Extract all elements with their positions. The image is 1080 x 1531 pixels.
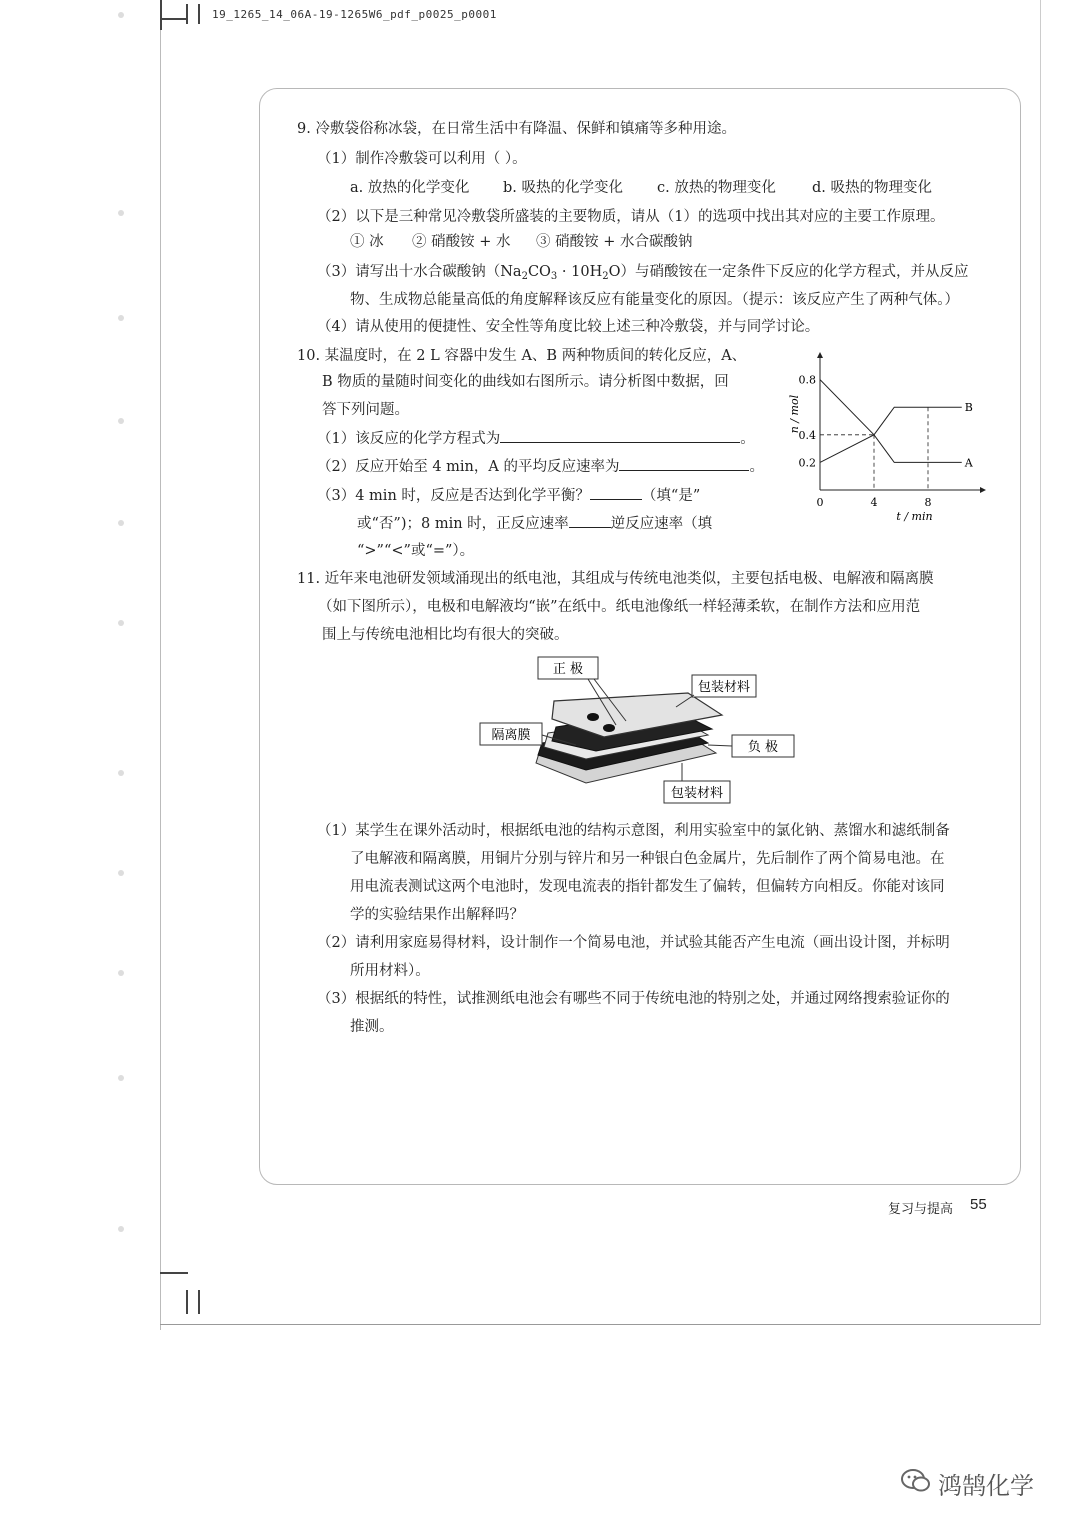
- margin-dot: [118, 1226, 124, 1232]
- q9-part3-text-a: （3）请写出十水合碳酸钠（Na: [317, 264, 522, 280]
- crop-mark: [1040, 0, 1041, 1325]
- q9-part3-text-c: · 10H: [557, 264, 603, 280]
- crop-mark: [160, 1272, 188, 1274]
- margin-dot: [118, 418, 124, 424]
- q11-part3-line2: 推测。: [350, 1019, 394, 1035]
- label-packaging-bottom: 包装材料: [670, 786, 724, 801]
- label-positive: 正 极: [552, 662, 584, 677]
- y-tick-label: 0.4: [798, 428, 816, 442]
- margin-dot: [118, 970, 124, 976]
- q10-line3: 答下列问题。: [322, 402, 409, 418]
- x-tick-label: 8: [924, 496, 932, 509]
- period-mark: 。: [749, 459, 764, 475]
- q9-option-b: b. 吸热的化学变化: [503, 180, 623, 196]
- x-tick-label: 0: [816, 496, 824, 509]
- margin-dot: [118, 210, 124, 216]
- answer-blank[interactable]: [500, 428, 740, 443]
- q11-line3: 围上与传统电池相比均有很大的突破。: [322, 627, 569, 643]
- chat-bubble-icon: [900, 1467, 932, 1501]
- subscript: 2: [602, 271, 609, 282]
- y-tick-label: 0.8: [798, 373, 816, 387]
- section-title: 复习与提高: [888, 1202, 954, 1217]
- series-line-A: [820, 380, 962, 463]
- crop-mark: [160, 1324, 1040, 1325]
- crop-mark: [160, 0, 162, 30]
- crop-mark: [160, 18, 188, 20]
- period-mark: 。: [740, 431, 755, 447]
- margin-dot: [118, 1075, 124, 1081]
- crop-mark: [198, 4, 200, 24]
- q10-line2: B 物质的量随时间变化的曲线如右图所示。请分析图中数据，回: [322, 374, 729, 390]
- q9-stem: 9. 冷敷袋俗称冰袋，在日常生活中有降温、保鲜和镇痛等多种用途。: [297, 121, 736, 137]
- q10-part3-text: （3）4 min 时，反应是否达到化学平衡？: [317, 488, 590, 504]
- q11-part1-line4: 学的实验结果作出解释吗？: [350, 907, 524, 923]
- q9-substance-1: ① 冰: [350, 234, 384, 250]
- crop-mark: [160, 30, 161, 1330]
- terminal-dot: [587, 713, 599, 721]
- margin-dot: [118, 620, 124, 626]
- q9-part3-line2: 物、生成物总能量高低的角度解释该反应有能量变化的原因。（提示：该反应产生了两种气体。）: [350, 292, 959, 308]
- y-axis-arrow: [817, 352, 823, 358]
- q10-part3-line3: “>”“<”或“=”）。: [357, 543, 475, 559]
- margin-dot: [118, 870, 124, 876]
- q9-part3-text-d: O）与硝酸铵在一定条件下反应的化学方程式，并从反应: [608, 264, 969, 280]
- q9-part1: （1）制作冷敷袋可以利用（ ）。: [317, 151, 527, 167]
- q11-part1-line1: （1）某学生在课外活动时，根据纸电池的结构示意图，利用实验室中的氯化钠、蒸馏水和滤纸制备: [317, 823, 950, 839]
- margin-dot: [118, 315, 124, 321]
- label-packaging-top: 包装材料: [697, 680, 751, 695]
- crop-mark: [198, 1290, 200, 1314]
- margin-dot: [118, 12, 124, 18]
- q11-part3-line1: （3）根据纸的特性，试推测纸电池会有哪些不同于传统电池的特别之处，并通过网络搜索验证你的: [317, 991, 950, 1007]
- q11-line1: 11. 近年来电池研发领域涌现出的纸电池，其组成与传统电池类似，主要包括电极、电解液和隔离膜: [297, 571, 934, 587]
- q9-substance-3: ③ 硝酸铵 + 水合碳酸钠: [536, 234, 693, 250]
- series-label-B: B: [964, 401, 973, 415]
- answer-blank[interactable]: [590, 485, 642, 500]
- answer-blank[interactable]: [569, 513, 611, 528]
- answer-blank[interactable]: [619, 456, 749, 471]
- q9-option-a: a. 放热的化学变化: [350, 180, 470, 196]
- q10-part1-text: （1）该反应的化学方程式为: [317, 431, 501, 447]
- y-tick-label: 0.2: [798, 456, 816, 470]
- q9-option-c: c. 放热的物理变化: [657, 180, 776, 196]
- q11-part2-line1: （2）请利用家庭易得材料，设计制作一个简易电池，并试验其能否产生电流（画出设计图，并标明: [317, 935, 950, 951]
- page-number: 55: [970, 1196, 987, 1213]
- q10-part3-text-b: 或“否”)；8 min 时，正反应速率: [357, 516, 569, 532]
- crop-mark: [186, 1290, 188, 1314]
- subscript: 2: [521, 271, 528, 282]
- q10-part2: [317, 456, 764, 477]
- q10-line1: 10. 某温度时，在 2 L 容器中发生 A、B 两种物质间的转化反应，A、: [297, 348, 747, 364]
- q10-part3-line2: [357, 513, 712, 534]
- q11-line2: （如下图所示），电极和电解液均“嵌”在纸中。纸电池像纸一样轻薄柔软，在制作方法和应用范: [318, 599, 921, 615]
- document-code: 19_1265_14_06A-19-1265W6_pdf_p0025_p0001: [212, 8, 497, 21]
- y-axis-label: n / mol: [788, 394, 801, 434]
- q10-part3-hint: （填“是”: [641, 488, 701, 504]
- q10-part2-text: （2）反应开始至 4 min，A 的平均反应速率为: [317, 459, 620, 475]
- q9-part3-line1: [317, 262, 969, 282]
- x-tick-label: 4: [870, 496, 878, 509]
- reaction-chart: [785, 350, 985, 523]
- q9-option-d: d. 吸热的物理变化: [812, 180, 932, 196]
- q10-part1: [317, 428, 755, 449]
- x-axis-label: t / min: [896, 510, 933, 523]
- series-label-A: A: [964, 456, 973, 470]
- margin-dot: [118, 520, 124, 526]
- q9-part3-text-b: CO: [527, 264, 551, 280]
- q10-part3-line1: [317, 485, 700, 506]
- crop-mark: [186, 4, 188, 24]
- q11-part2-line2: 所用材料）。: [350, 963, 430, 979]
- margin-dot: [118, 770, 124, 776]
- watermark: [900, 1466, 1034, 1501]
- watermark-text: 鸿鹄化学: [938, 1472, 1034, 1500]
- q9-part2: （2）以下是三种常见冷敷袋所盛装的主要物质，请从（1）的选项中找出其对应的主要工作原理。: [317, 209, 945, 225]
- q9-part4: （4）请从使用的便捷性、安全性等角度比较上述三种冷敷袋，并与同学讨论。: [317, 319, 820, 335]
- subscript: 3: [550, 271, 558, 282]
- q11-part1-line2: 了电解液和隔离膜，用铜片分别与锌片和另一种银白色金属片，先后制作了两个简易电池。在: [350, 851, 945, 867]
- paper-battery-diagram: [476, 655, 816, 805]
- label-negative: 负 极: [747, 740, 779, 755]
- q9-substance-2: ② 硝酸铵 + 水: [412, 234, 511, 250]
- terminal-dot: [603, 724, 615, 732]
- q10-part3-text-c: 逆反应速率（填: [610, 516, 713, 532]
- label-separator: 隔离膜: [491, 728, 531, 743]
- q11-part1-line3: 用电流表测试这两个电池时，发现电流表的指针都发生了偏转，但偏转方向相反。你能对该同: [350, 879, 945, 895]
